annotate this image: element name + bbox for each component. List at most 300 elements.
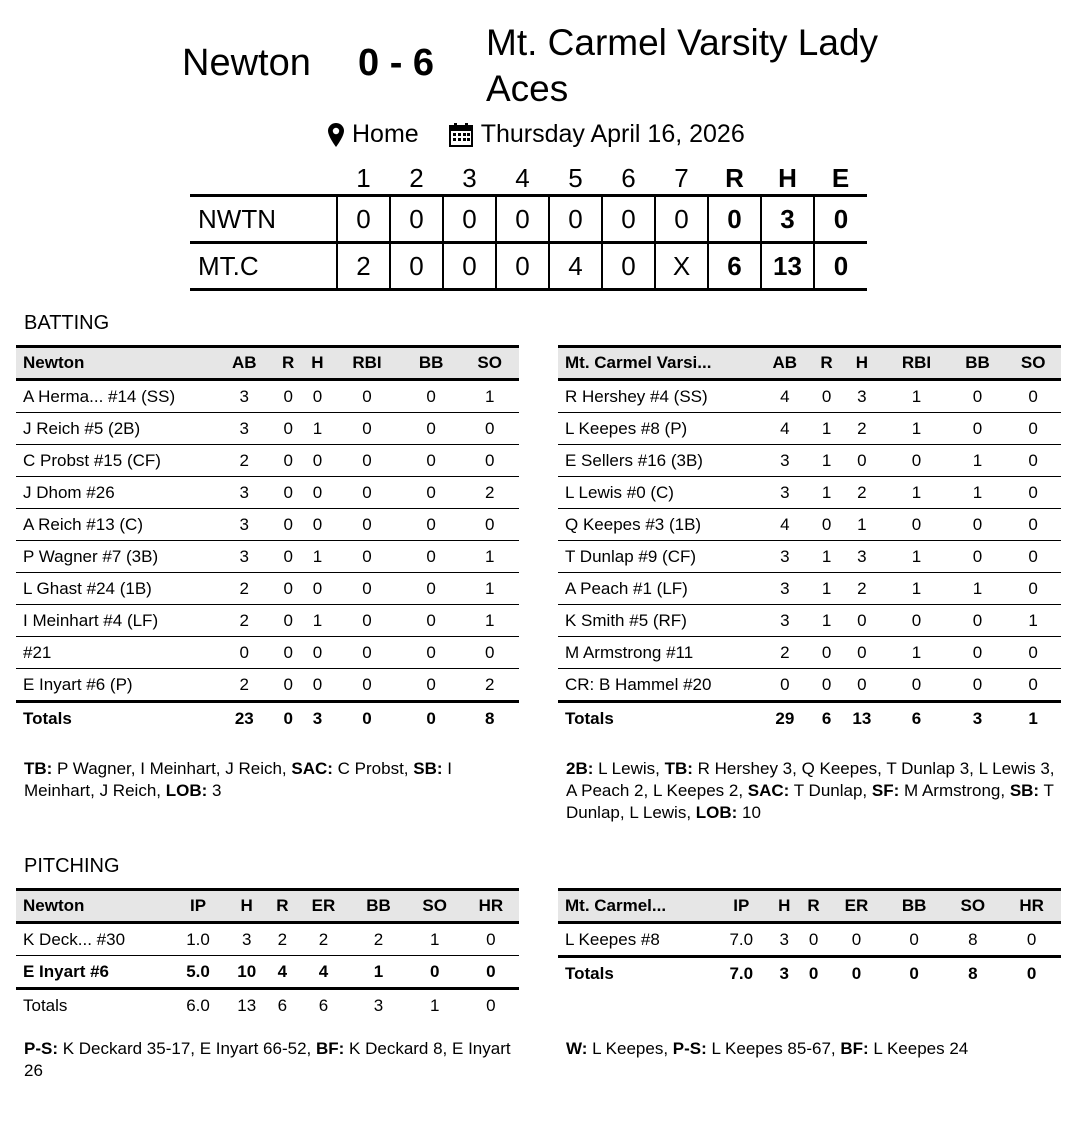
team-column-header: Mt. Carmel... [565,896,667,915]
stat-cell: 1 [303,605,332,637]
stat-column-header: IP [733,896,750,915]
stat-column-header: R [820,353,833,372]
calendar-icon [449,123,473,147]
stat-column-header: AB [772,353,798,372]
inning-cell: 0 [602,196,655,243]
totals-cell: 3 [950,702,1006,736]
note-value: L Lewis, [593,759,665,778]
note-value: L Keepes 85-67, [706,1039,841,1058]
stat-cell: 3 [757,573,813,605]
table-row [558,380,1061,413]
stat-cell: 1 [303,541,332,573]
stat-column-header: IP [190,896,207,915]
note-key: P-S: [672,1039,707,1058]
stat-cell: 3 [215,380,274,413]
stat-cell: 1 [883,477,949,509]
stat-cell: 0 [332,541,402,573]
stat-cell: 3 [770,923,799,957]
stat-cell: 0 [828,923,884,957]
note-value: L Keepes 24 [868,1039,969,1058]
stat-cell: 1 [950,445,1006,477]
stat-cell: 4 [757,509,813,541]
totals-cell: 6 [813,702,841,736]
totals-cell: 8 [943,957,1002,991]
player-name: L Keepes #8 [558,923,713,957]
inning-cell: 0 [443,243,496,290]
pitching-table-away [16,888,519,1021]
stat-cell: 1 [813,477,841,509]
inning-header: 1 [356,162,371,193]
stat-cell: 3 [215,413,274,445]
note-key: LOB: [695,803,738,822]
stat-cell: 0 [274,380,303,413]
note-key: SB: [413,759,443,778]
stat-cell: 0 [215,637,274,669]
linescore-row-home [190,243,867,290]
table-row [16,445,519,477]
stat-cell: 0 [950,509,1006,541]
stat-cell: 0 [332,605,402,637]
stat-cell: 0 [950,413,1006,445]
totals-cell: 13 [225,989,268,1022]
stat-column-header: H [778,896,791,915]
game-meta [328,120,745,149]
stat-cell: 1 [303,413,332,445]
stat-cell: 0 [1005,541,1061,573]
inning-header: 6 [621,162,636,193]
stat-cell: 0 [332,509,402,541]
stat-cell: 3 [757,605,813,637]
table-header-row [558,890,1061,923]
table-row [558,637,1061,669]
player-name: T Dunlap #9 (CF) [558,541,757,573]
totals-cell: 13 [840,702,883,736]
stat-column-header: R [807,896,820,915]
totals-cell: 1 [407,989,463,1022]
away-team-name: Newton [182,42,311,84]
inning-header: 2 [409,162,424,193]
stat-cell: 0 [274,541,303,573]
stat-cell: 1 [883,541,949,573]
totals-cell: 6 [268,989,296,1022]
player-name: #21 [16,637,215,669]
stat-cell: 0 [799,923,828,957]
stat-cell: 0 [402,477,461,509]
stat-cell: 0 [757,669,813,702]
note-value: I Meinhart, J Reich, [24,759,452,800]
stat-column-header: BB [418,353,444,372]
note-key: LOB: [165,781,208,800]
totals-row [16,989,519,1022]
totals-row [558,702,1061,736]
totals-cell: 8 [460,702,519,736]
stat-cell: 0 [274,637,303,669]
totals-row [558,957,1061,991]
table-row [558,605,1061,637]
stat-cell: 0 [274,509,303,541]
table-row [16,956,519,989]
table-row [558,413,1061,445]
stat-cell: 0 [460,413,519,445]
stat-cell: 1 [813,541,841,573]
linescore-row-away [190,196,867,243]
stat-cell: 0 [883,445,949,477]
stat-cell: 0 [402,605,461,637]
stat-column-header: R [282,353,295,372]
stat-cell: 0 [813,380,841,413]
stat-cell: 1 [950,477,1006,509]
player-name: A Herma... #14 (SS) [16,380,215,413]
stat-column-header: BB [366,896,391,915]
inning-cell: 0 [337,196,390,243]
stat-cell: 1 [460,541,519,573]
table-row [16,605,519,637]
player-name: L Keepes #8 (P) [558,413,757,445]
stat-cell: 3 [840,541,883,573]
stat-column-header: SO [960,896,986,915]
stat-cell: 0 [1002,923,1061,957]
stat-cell: 0 [332,380,402,413]
stat-cell: 0 [840,637,883,669]
stat-column-header: H [311,353,324,372]
stat-cell: 0 [303,573,332,605]
note-value: 10 [737,803,761,822]
stat-cell: 0 [840,605,883,637]
stat-cell: 0 [883,509,949,541]
inning-cell: 0 [549,196,602,243]
player-name: K Smith #5 (RF) [558,605,757,637]
table-row [558,477,1061,509]
inning-header: 7 [674,162,689,193]
runs-header: R [725,162,744,193]
stat-cell: 2 [215,445,274,477]
home-team-name: Mt. Carmel Varsity Lady Aces [486,22,879,109]
batting-table-home [558,345,1061,735]
totals-cell: 0 [1002,957,1061,991]
player-name: L Ghast #24 (1B) [16,573,215,605]
note-value: T Dunlap, L Lewis, [566,781,1054,822]
inning-cell: 0 [496,196,549,243]
stat-cell: 0 [274,477,303,509]
player-name: K Deck... #30 [16,923,171,956]
team-column-header: Mt. Carmel Varsi... [565,353,712,372]
inning-cell: 2 [337,243,390,290]
errors-header: E [831,162,850,193]
note-value: K Deckard 8, E Inyart 26 [24,1039,511,1080]
stat-cell: 0 [303,669,332,702]
inning-cell: 0 [602,243,655,290]
stat-cell: 0 [460,637,519,669]
stat-cell: 2 [215,573,274,605]
table-row [16,637,519,669]
player-name: Q Keepes #3 (1B) [558,509,757,541]
table-row [558,573,1061,605]
linescore-team: NWTN [198,203,276,234]
note-key: TB: [664,759,693,778]
stat-cell: 0 [303,637,332,669]
stat-cell: 0 [813,509,841,541]
stat-cell: 0 [883,605,949,637]
stat-column-header: ER [844,896,869,915]
stat-column-header: SO [422,896,447,915]
stat-column-header: SO [1020,353,1046,372]
inning-header: 3 [462,162,477,193]
stat-cell: 0 [1005,669,1061,702]
note-key: SAC: [291,759,333,778]
note-key: P-S: [24,1039,58,1058]
table-row [16,669,519,702]
stat-cell: 1 [460,573,519,605]
table-header-row [16,347,519,380]
table-row [16,509,519,541]
player-name: C Probst #15 (CF) [16,445,215,477]
errors-cell: 0 [814,243,867,290]
runs-cell: 6 [708,243,761,290]
stat-cell: 0 [402,637,461,669]
note-value: 3 [207,781,222,800]
pitching-notes-home [566,1038,1056,1060]
stat-cell: 1 [407,923,463,956]
stat-cell: 0 [885,923,944,957]
totals-row [16,702,519,736]
stat-cell: 0 [1005,380,1061,413]
totals-cell: 0 [463,989,519,1022]
stat-cell: 0 [402,669,461,702]
player-name: J Dhom #26 [16,477,215,509]
stat-cell: 1 [350,956,406,989]
table-row [16,477,519,509]
batting-table-away [16,345,519,735]
stat-cell: 1 [813,413,841,445]
stat-cell: 1 [883,413,949,445]
stat-cell: 0 [1005,637,1061,669]
player-name: E Sellers #16 (3B) [558,445,757,477]
table-row [558,923,1061,957]
totals-cell: 6.0 [171,989,225,1022]
stat-cell: 3 [225,923,268,956]
team-column-header: Newton [23,896,85,915]
stat-cell: 0 [463,923,519,956]
stat-cell: 0 [463,956,519,989]
stat-cell: 0 [950,669,1006,702]
inning-cell: 4 [549,243,602,290]
stat-cell: 0 [813,669,841,702]
player-name: J Reich #5 (2B) [16,413,215,445]
stat-cell: 3 [757,477,813,509]
stat-cell: 0 [274,573,303,605]
hits-cell: 13 [761,243,814,290]
table-header-row [16,890,519,923]
stat-column-header: RBI [901,353,932,372]
inning-cell: 0 [496,243,549,290]
stat-column-header: ER [311,896,336,915]
note-value: T Dunlap, [789,781,872,800]
stat-cell: 0 [274,413,303,445]
location-label: Home [352,120,419,148]
inning-header: 5 [568,162,583,193]
totals-label: Totals [16,989,171,1022]
team-column-header: Newton [23,353,85,372]
stat-cell: 2 [296,923,350,956]
totals-cell: 0 [402,702,461,736]
stat-column-header: HR [478,896,504,915]
stat-cell: 0 [402,573,461,605]
stat-cell: 2 [268,923,296,956]
stat-cell: 0 [332,445,402,477]
note-value: P Wagner, I Meinhart, J Reich, [52,759,292,778]
stat-cell: 2 [460,477,519,509]
stat-cell: 0 [274,605,303,637]
totals-cell: 3 [350,989,406,1022]
player-name: I Meinhart #4 (LF) [16,605,215,637]
errors-cell: 0 [814,196,867,243]
totals-cell: 0 [799,957,828,991]
totals-cell: 3 [770,957,799,991]
note-key: 2B: [566,759,594,778]
note-key: SB: [1009,781,1040,800]
final-score: 0 - 6 [358,42,435,84]
stat-cell: 0 [883,669,949,702]
stat-cell: 2 [215,605,274,637]
player-name: A Reich #13 (C) [16,509,215,541]
runs-cell: 0 [708,196,761,243]
totals-cell: 0 [828,957,884,991]
totals-cell: 3 [303,702,332,736]
inning-cell: X [655,243,708,290]
stat-cell: 0 [332,413,402,445]
stat-cell: 7.0 [713,923,770,957]
stat-cell: 1 [813,573,841,605]
stat-cell: 2 [840,477,883,509]
stat-column-header: BB [965,353,990,372]
stat-cell: 0 [332,669,402,702]
note-value: K Deckard 35-17, E Inyart 66-52, [58,1039,316,1058]
stat-cell: 1 [460,380,519,413]
inning-cell: 0 [655,196,708,243]
stat-cell: 0 [1005,445,1061,477]
table-row [558,541,1061,573]
location-pin-icon [328,123,344,147]
totals-cell: 23 [215,702,274,736]
stat-column-header: AB [231,353,257,372]
stat-cell: 0 [402,413,461,445]
stat-cell: 0 [950,605,1006,637]
note-key: SAC: [747,781,790,800]
totals-cell: 7.0 [713,957,770,991]
totals-label: Totals [558,702,757,736]
totals-cell: 6 [883,702,949,736]
stat-column-header: BB [901,896,927,915]
pitching-section-title: PITCHING [24,855,120,877]
stat-cell: 10 [225,956,268,989]
note-key: BF: [315,1039,345,1058]
stat-cell: 0 [332,573,402,605]
stat-cell: 2 [757,637,813,669]
note-key: SF: [871,781,900,800]
linescore-table [190,162,867,291]
stat-cell: 0 [303,380,332,413]
stat-cell: 4 [757,380,813,413]
player-name: M Armstrong #11 [558,637,757,669]
stat-cell: 0 [950,380,1006,413]
player-name: A Peach #1 (LF) [558,573,757,605]
stat-cell: 0 [1005,573,1061,605]
stat-cell: 0 [303,477,332,509]
table-row [16,573,519,605]
stat-cell: 3 [757,541,813,573]
totals-cell: 0 [274,702,303,736]
stat-column-header: H [855,353,869,372]
stat-cell: 3 [840,380,883,413]
stat-cell: 1 [1005,605,1061,637]
stat-cell: 0 [950,637,1006,669]
player-name: R Hershey #4 (SS) [558,380,757,413]
stat-cell: 2 [215,669,274,702]
totals-cell: 0 [332,702,402,736]
linescore-team: MT.C [198,250,259,281]
note-value: R Hershey 3, Q Keepes, T Dunlap 3, L Lewis 3, A Peach 2, L Keepes 2, [566,759,1055,800]
pitching-table-home [558,888,1061,990]
totals-label: Totals [16,702,215,736]
stat-cell: 5.0 [171,956,225,989]
totals-cell: 1 [1005,702,1061,736]
note-value: M Armstrong, [899,781,1010,800]
totals-cell: 29 [757,702,813,736]
totals-label: Totals [558,957,713,991]
stat-cell: 0 [1005,509,1061,541]
hits-cell: 3 [761,196,814,243]
player-name: P Wagner #7 (3B) [16,541,215,573]
stat-cell: 0 [274,445,303,477]
stat-cell: 0 [840,669,883,702]
stat-cell: 0 [402,541,461,573]
stat-cell: 1 [460,605,519,637]
player-name: E Inyart #6 [16,956,171,989]
game-date: Thursday April 16, 2026 [480,120,745,148]
stat-cell: 1.0 [171,923,225,956]
totals-cell: 6 [296,989,350,1022]
hits-header: H [778,162,797,193]
stat-cell: 1 [840,509,883,541]
stat-cell: 2 [350,923,406,956]
stat-cell: 0 [460,509,519,541]
stat-cell: 0 [274,669,303,702]
table-row [558,445,1061,477]
stat-cell: 1 [883,573,949,605]
inning-cell: 0 [443,196,496,243]
table-row [16,380,519,413]
player-name: L Lewis #0 (C) [558,477,757,509]
stat-cell: 0 [402,445,461,477]
table-row [16,923,519,956]
stat-cell: 1 [883,380,949,413]
batting-notes-away [24,758,524,802]
stat-cell: 0 [1005,413,1061,445]
stat-column-header: SO [477,353,502,372]
inning-header: 4 [515,162,530,193]
stat-cell: 4 [757,413,813,445]
player-name: E Inyart #6 (P) [16,669,215,702]
pitching-notes-away [24,1038,524,1082]
note-key: W: [566,1039,588,1058]
note-key: BF: [840,1039,869,1058]
batting-notes-home [566,758,1056,824]
stat-cell: 2 [840,413,883,445]
stat-column-header: HR [1019,896,1044,915]
note-value: L Keepes, [587,1039,673,1058]
inning-cell: 0 [390,196,443,243]
stat-cell: 0 [813,637,841,669]
